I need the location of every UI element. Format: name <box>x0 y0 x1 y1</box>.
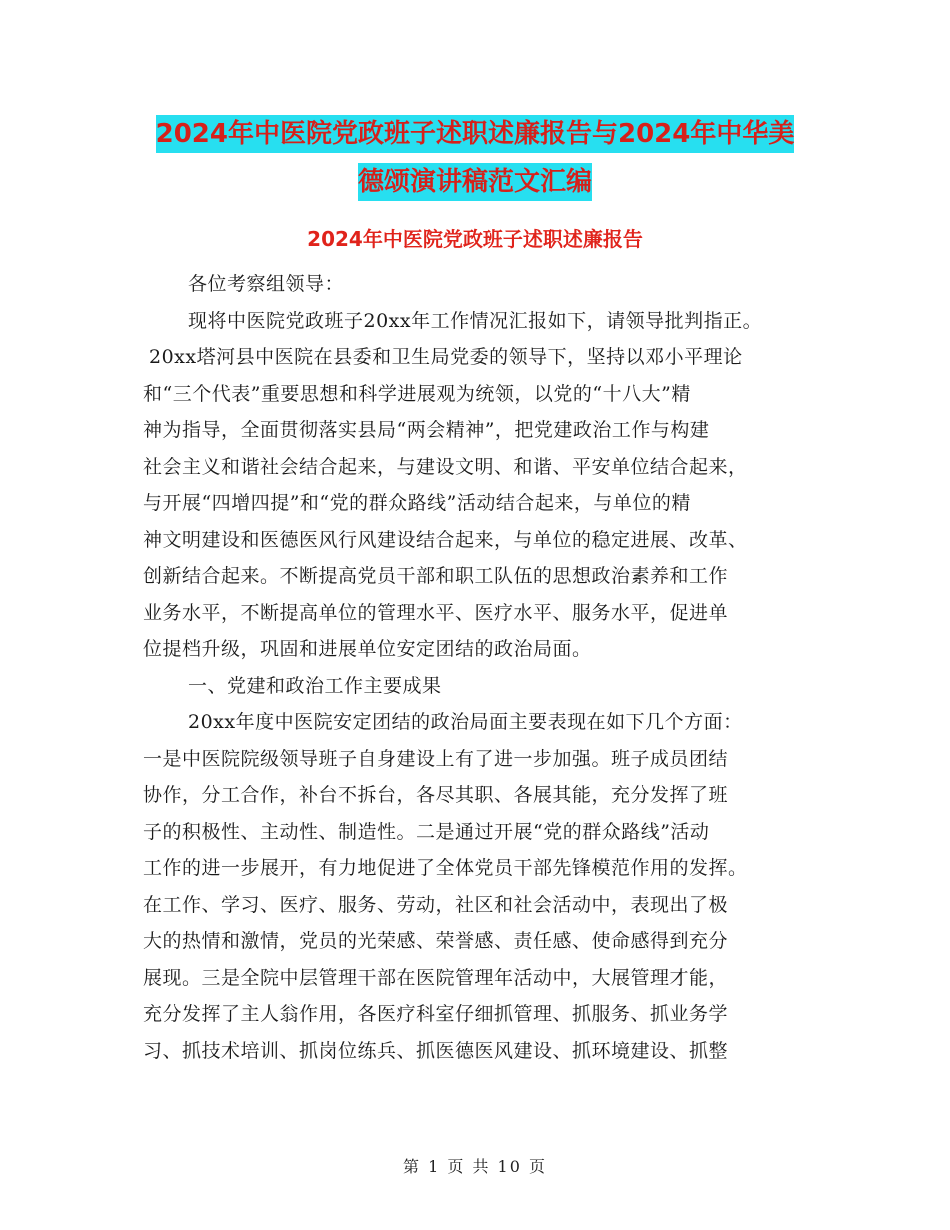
body-line: 子的积极性、主动性、制造性。二是通过开展“党的群众路线”活动 <box>143 820 710 843</box>
body-line: 习、抓技术培训、抓岗位练兵、抓医德医风建设、抓环境建设、抓整 <box>143 1039 729 1062</box>
document-title-line1: 2024年中医院党政班子述职述廉报告与2024年中华美 <box>156 115 795 153</box>
salutation: 各位考察组领导： <box>188 273 345 295</box>
body-line: 在工作、学习、医疗、服务、劳动，社区和社会活动中，表现出了极 <box>143 893 729 916</box>
document-title <box>0 110 950 206</box>
body-line: 大的热情和激情，党员的光荣感、荣誉感、责任感、使命感得到充分 <box>143 930 729 952</box>
body-line: 一是中医院院级领导班子自身建设上有了进一步加强。班子成员团结 <box>143 747 729 770</box>
body-line: 创新结合起来。不断提高党员干部和职工队伍的思想政治素养和工作 <box>143 565 729 587</box>
document-body <box>143 266 823 1069</box>
body-line: 位提档升级，巩固和进展单位安定团结的政治局面。 <box>143 638 592 660</box>
body-line: 业务水平，不断提高单位的管理水平、医疗水平、服务水平，促进单 <box>143 601 729 624</box>
body-line: 20xx年度中医院安定团结的政治局面主要表现在如下几个方面： <box>188 711 743 733</box>
body-line: 与开展“四增四提”和“党的群众路线”活动结合起来，与单位的精 <box>143 492 691 514</box>
section-heading: 一、党建和政治工作主要成果 <box>188 674 442 697</box>
body-line: 20xx塔河县中医院在县委和卫生局党委的领导下，坚持以邓小平理论 <box>149 346 743 368</box>
body-line: 神文明建设和医德医风行风建设结合起来，与单位的稳定进展、改革、 <box>143 528 748 551</box>
document-title-line2: 德颂演讲稿范文汇编 <box>358 163 592 201</box>
body-line: 社会主义和谐社会结合起来，与建设文明、和谐、平安单位结合起来， <box>143 455 748 478</box>
section-title: 2024年中医院党政班子述职述廉报告 <box>307 227 643 251</box>
body-line: 展现。三是全院中层管理干部在医院管理年活动中，大展管理才能， <box>143 966 729 989</box>
body-line: 工作的进一步展开，有力地促进了全体党员干部先锋模范作用的发挥。 <box>143 857 748 879</box>
body-line: 和“三个代表”重要思想和科学进展观为统领，以党的“十八大”精 <box>143 382 691 405</box>
body-line: 充分发挥了主人翁作用，各医疗科室仔细抓管理、抓服务、抓业务学 <box>143 1003 729 1025</box>
body-line: 协作，分工合作，补台不拆台，各尽其职、各展其能，充分发挥了班 <box>143 784 729 806</box>
page-footer: 第 1 页 共 10 页 <box>403 1157 547 1176</box>
body-line: 神为指导，全面贯彻落实县局“两会精神”，把党建政治工作与构建 <box>143 419 710 441</box>
body-line: 现将中医院党政班子20xx年工作情况汇报如下，请领导批判指正。 <box>188 309 763 332</box>
